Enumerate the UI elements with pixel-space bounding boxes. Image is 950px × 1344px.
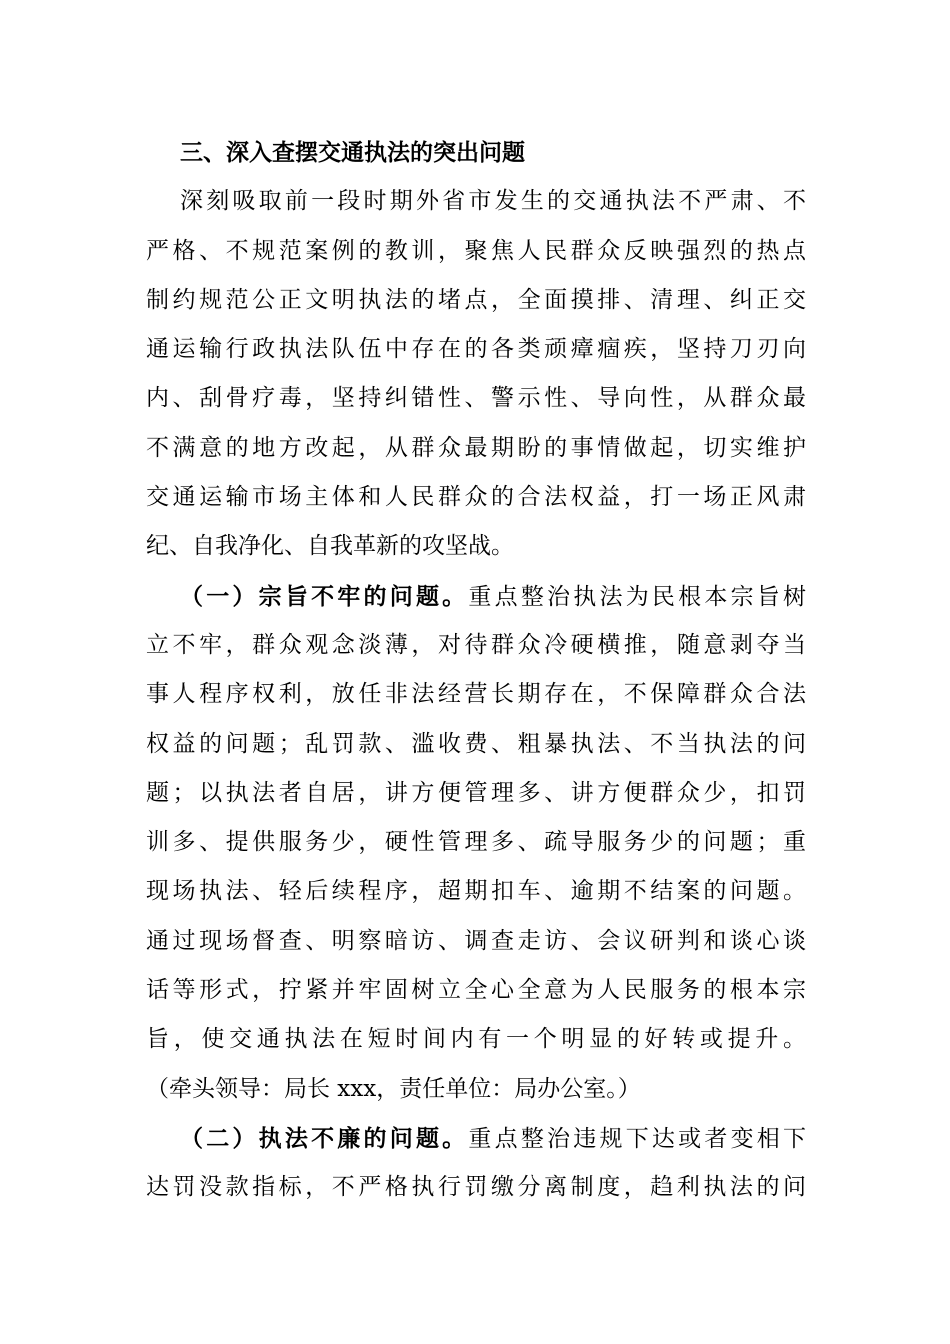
paragraph-line: 权益的问题；乱罚款、滥收费、粗暴执法、不当执法的问 <box>146 730 806 757</box>
paragraph-line: 纪、自我净化、自我革新的攻坚战。 <box>146 533 514 560</box>
paragraph-line: 内、刮骨疗毒，坚持纠错性、警示性、导向性，从群众最 <box>146 385 806 412</box>
item-2-paragraph <box>146 1114 806 1213</box>
paragraph-line: 交通运输市场主体和人民群众的合法权益，打一场正风肃 <box>146 484 806 511</box>
paragraph-line: 深刻吸取前一段时期外省市发生的交通执法不严肃、不 <box>180 188 806 215</box>
item-2-text: 重点整治违规下达或者变相下 <box>468 1125 807 1152</box>
paragraph-line: 题；以执法者自居，讲方便管理多、讲方便群众少，扣罚 <box>146 779 806 806</box>
paragraph-line: 训多、提供服务少，硬性管理多、疏导服务少的问题；重 <box>146 829 806 856</box>
item-1-text: 重点整治执法为民根本宗旨树 <box>468 583 807 610</box>
paragraph-line: 达罚没款指标，不严格执行罚缴分离制度，趋利执法的问 <box>146 1174 806 1201</box>
responsibility-note: （牵头领导：局长 xxx，责任单位：局办公室。） <box>146 1075 641 1102</box>
paragraph-line: 严格、不规范案例的教训，聚焦人民群众反映强烈的热点 <box>146 237 806 264</box>
paragraph-line: 通过现场督查、明察暗访、调查走访、会议研判和谈心谈 <box>146 927 806 954</box>
intro-paragraph <box>146 177 806 571</box>
item-1-paragraph <box>146 572 806 1114</box>
paragraph-line: 通运输行政执法队伍中存在的各类顽瘴痼疾，坚持刀刃向 <box>146 336 806 363</box>
paragraph-line <box>146 1114 806 1163</box>
item-2-title: （二）执法不廉的问题。 <box>180 1124 469 1152</box>
paragraph-line: 事人程序权利，放任非法经营长期存在，不保障群众合法 <box>146 681 806 708</box>
item-1-title: （一）宗旨不牢的问题。 <box>180 582 469 610</box>
paragraph-line: 旨，使交通执法在短时间内有一个明显的好转或提升。 <box>146 1026 806 1053</box>
section-heading: 三、深入查摆交通执法的突出问题 <box>180 139 525 166</box>
paragraph-line <box>146 572 806 621</box>
paragraph-line: 立不牢，群众观念淡薄，对待群众冷硬横推，随意剥夺当 <box>146 631 806 658</box>
paragraph-line: 制约规范公正文明执法的堵点，全面摸排、清理、纠正交 <box>146 286 806 313</box>
document-body <box>146 128 806 1213</box>
paragraph-line: 不满意的地方改起，从群众最期盼的事情做起，切实维护 <box>146 434 806 461</box>
paragraph-line: 现场执法、轻后续程序，超期扣车、逾期不结案的问题。 <box>146 878 806 905</box>
paragraph-line: 话等形式，拧紧并牢固树立全心全意为人民服务的根本宗 <box>146 977 806 1004</box>
